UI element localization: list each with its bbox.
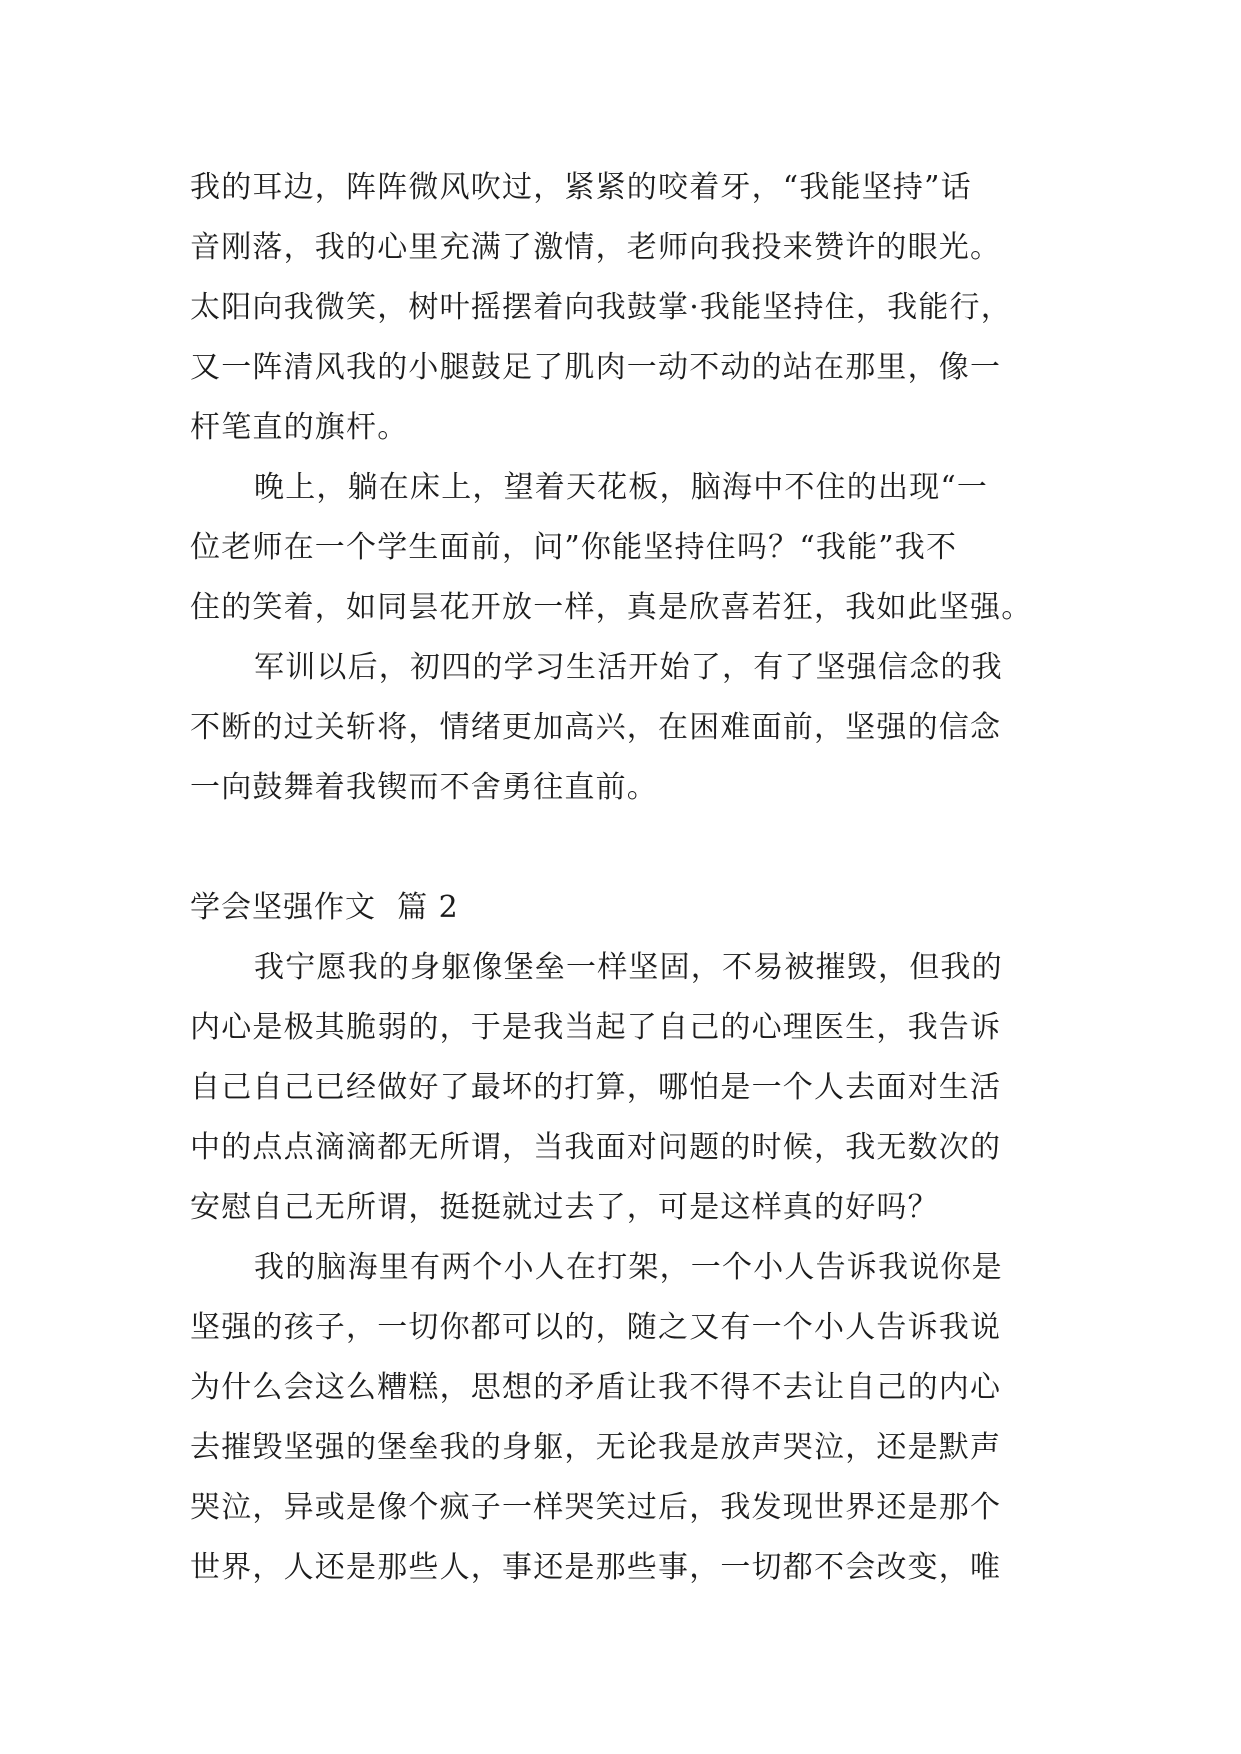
paragraph [190,1238,1070,1598]
paragraph [190,938,1070,1238]
text-line: 坚强的孩子，一切你都可以的，随之又有一个小人告诉我说 [190,1310,1002,1345]
text-line: 安慰自己无所谓，挺挺就过去了，可是这样真的好吗？ [190,1190,939,1225]
paragraph [190,638,1070,818]
document-body [190,158,1070,1598]
section-heading: 学会坚强作文 篇 2 [190,890,459,925]
text-line: 内心是极其脆弱的，于是我当起了自己的心理医生，我告诉 [190,1010,1002,1045]
text-line: 太阳向我微笑，树叶摇摆着向我鼓掌·我能坚持住，我能行， [190,290,1012,325]
text-line: 杆笔直的旗杆。 [190,410,409,445]
text-line: 我宁愿我的身躯像堡垒一样坚固，不易被摧毁，但我的 [254,950,1003,985]
text-line: 中的点点滴滴都无所谓，当我面对问题的时候，我无数次的 [190,1130,1002,1165]
text-line: 音刚落，我的心里充满了激情，老师向我投来赞许的眼光。 [190,230,1002,265]
text-line: 自己自己已经做好了最坏的打算，哪怕是一个人去面对生活 [190,1070,1002,1105]
text-line: 晚上，躺在床上，望着天花板，脑海中不住的出现“一 [254,470,989,505]
text-line: 不断的过关斩将，情绪更加高兴，在困难面前，坚强的信念 [190,710,1002,745]
text-line: 为什么会这么糟糕，思想的矛盾让我不得不去让自己的内心 [190,1370,1002,1405]
paragraph [190,458,1070,638]
text-line: 位老师在一个学生面前，问”你能坚持住吗？“我能”我不 [190,530,958,565]
text-line: 去摧毁坚强的堡垒我的身躯，无论我是放声哭泣，还是默声 [190,1430,1002,1465]
text-line: 世界，人还是那些人，事还是那些事，一切都不会改变，唯 [190,1550,1002,1585]
text-line: 住的笑着，如同昙花开放一样，真是欣喜若狂，我如此坚强。 [190,590,1033,625]
section-spacer [190,818,1070,878]
text-line: 军训以后，初四的学习生活开始了，有了坚强信念的我 [254,650,1003,685]
text-line: 我的耳边，阵阵微风吹过，紧紧的咬着牙，“我能坚持”话 [190,170,972,205]
paragraph [190,158,1070,458]
text-line: 一向鼓舞着我锲而不舍勇往直前。 [190,770,658,805]
text-line: 又一阵清风我的小腿鼓足了肌肉一动不动的站在那里，像一 [190,350,1002,385]
text-line: 哭泣，异或是像个疯子一样哭笑过后，我发现世界还是那个 [190,1490,1002,1525]
text-line: 我的脑海里有两个小人在打架，一个小人告诉我说你是 [254,1250,1003,1285]
